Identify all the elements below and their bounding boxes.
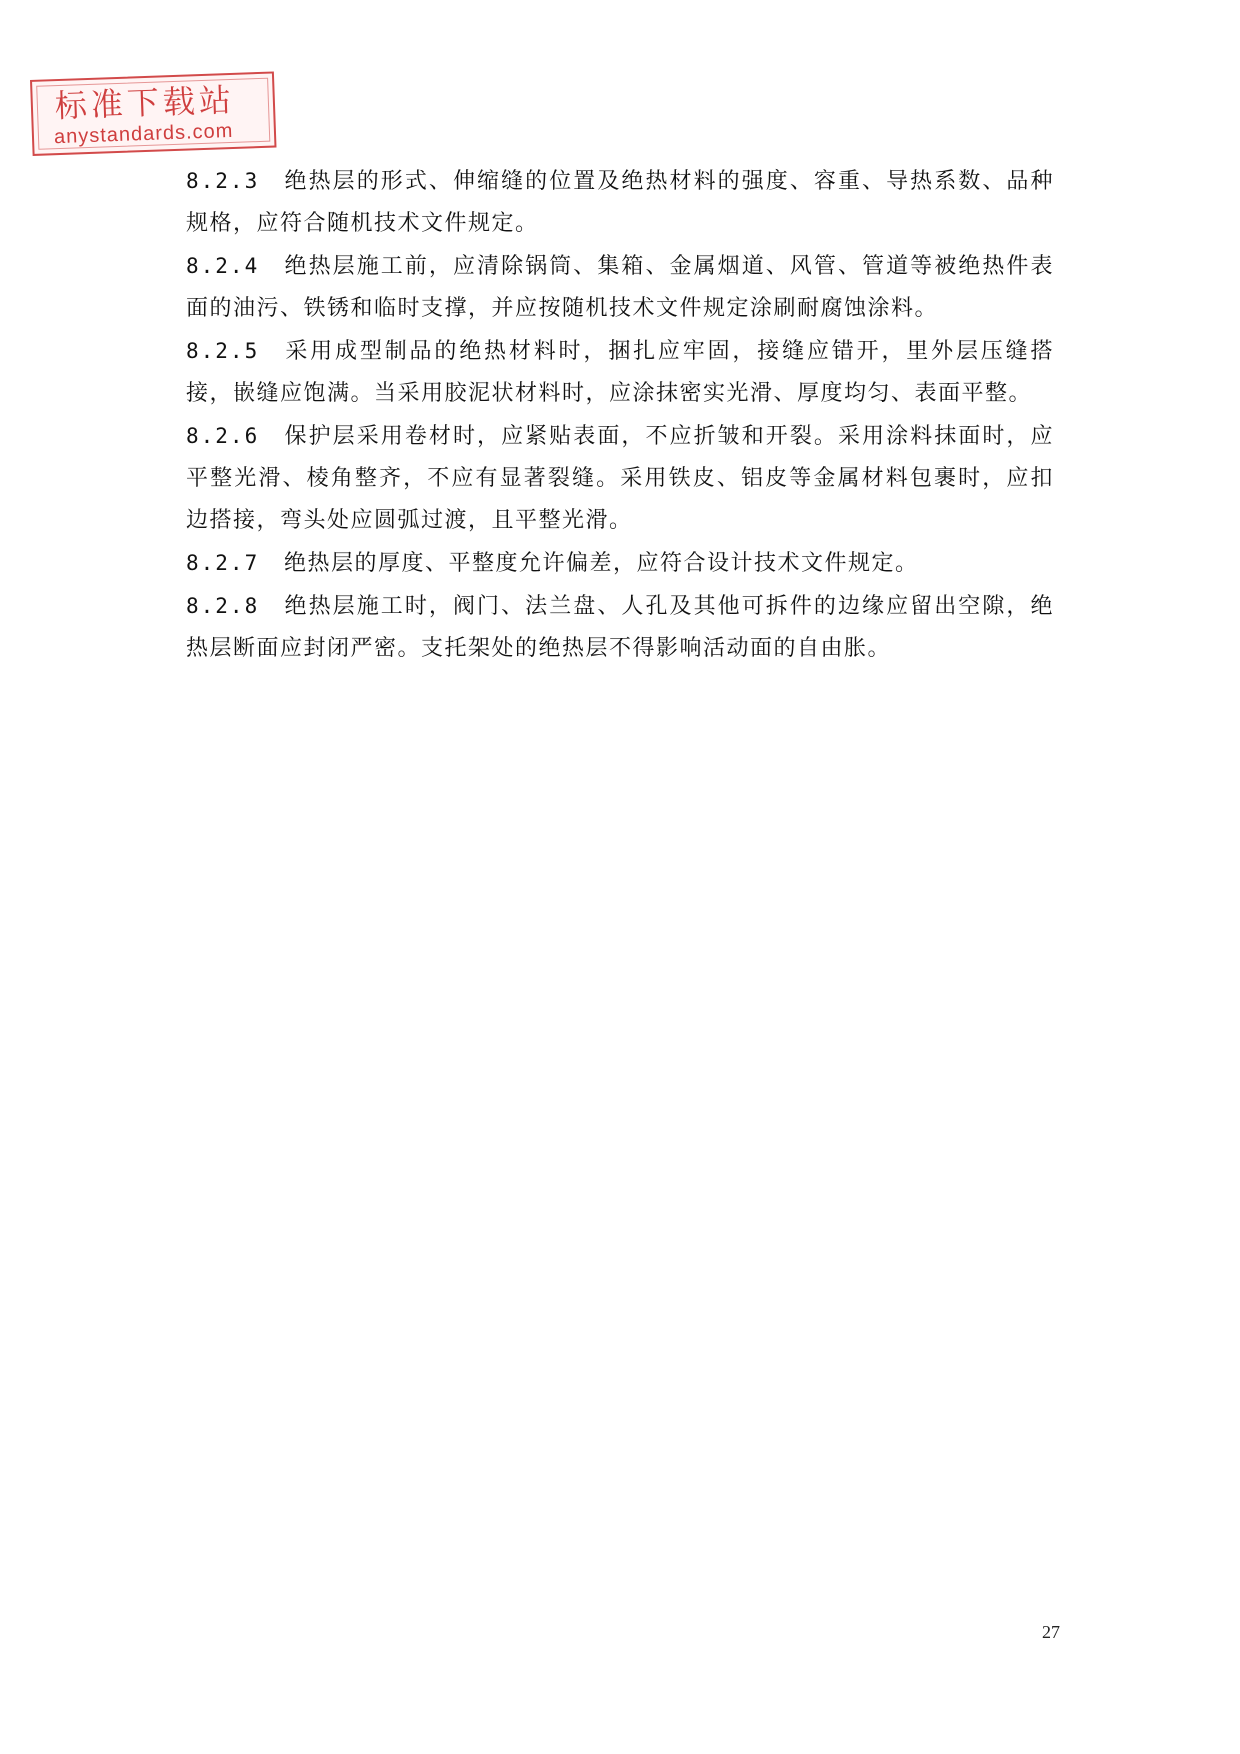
clause-number: 8.2.8 xyxy=(186,594,260,618)
clause-number: 8.2.5 xyxy=(186,339,260,363)
clause-number: 8.2.7 xyxy=(186,551,260,575)
watermark-url: anystandards.com xyxy=(53,119,234,149)
clause-8-2-6 xyxy=(186,415,1054,542)
watermark-title: 标准下载站 xyxy=(54,80,236,126)
clause-text: 保护层采用卷材时，应紧贴表面，不应折皱和开裂。采用涂料抹面时，应平整光滑、棱角整齐，不应有显著裂缝。采用铁皮、铝皮等金属材料包裹时，应扣边搭接，弯头处应圆弧过渡，且平整光滑。 xyxy=(186,424,1054,533)
clause-8-2-5 xyxy=(186,330,1054,415)
clause-8-2-7 xyxy=(186,542,1054,585)
clause-text: 绝热层施工时，阀门、法兰盘、人孔及其他可拆件的边缘应留出空隙，绝热层断面应封闭严密。支托架处的绝热层不得影响活动面的自由胀。 xyxy=(186,594,1054,661)
page-number: 27 xyxy=(1042,1622,1060,1642)
clause-number: 8.2.4 xyxy=(186,254,260,278)
clause-8-2-4 xyxy=(186,245,1054,330)
watermark-stamp xyxy=(30,71,277,155)
clause-text: 绝热层施工前，应清除锅筒、集箱、金属烟道、风管、管道等被绝热件表面的油污、铁锈和临时支撑，并应按随机技术文件规定涂刷耐腐蚀涂料。 xyxy=(186,254,1054,321)
clause-number: 8.2.3 xyxy=(186,169,260,193)
clause-list xyxy=(186,160,1054,670)
clause-text: 绝热层的厚度、平整度允许偏差，应符合设计技术文件规定。 xyxy=(284,551,919,576)
clause-text: 绝热层的形式、伸缩缝的位置及绝热材料的强度、容重、导热系数、品种规格，应符合随机技术文件规定。 xyxy=(186,169,1054,236)
clause-8-2-3 xyxy=(186,160,1054,245)
clause-number: 8.2.6 xyxy=(186,424,260,448)
clause-8-2-8 xyxy=(186,585,1054,670)
clause-text: 采用成型制品的绝热材料时，捆扎应牢固，接缝应错开，里外层压缝搭接，嵌缝应饱满。当采用胶泥状材料时，应涂抹密实光滑、厚度均匀、表面平整。 xyxy=(186,339,1054,406)
